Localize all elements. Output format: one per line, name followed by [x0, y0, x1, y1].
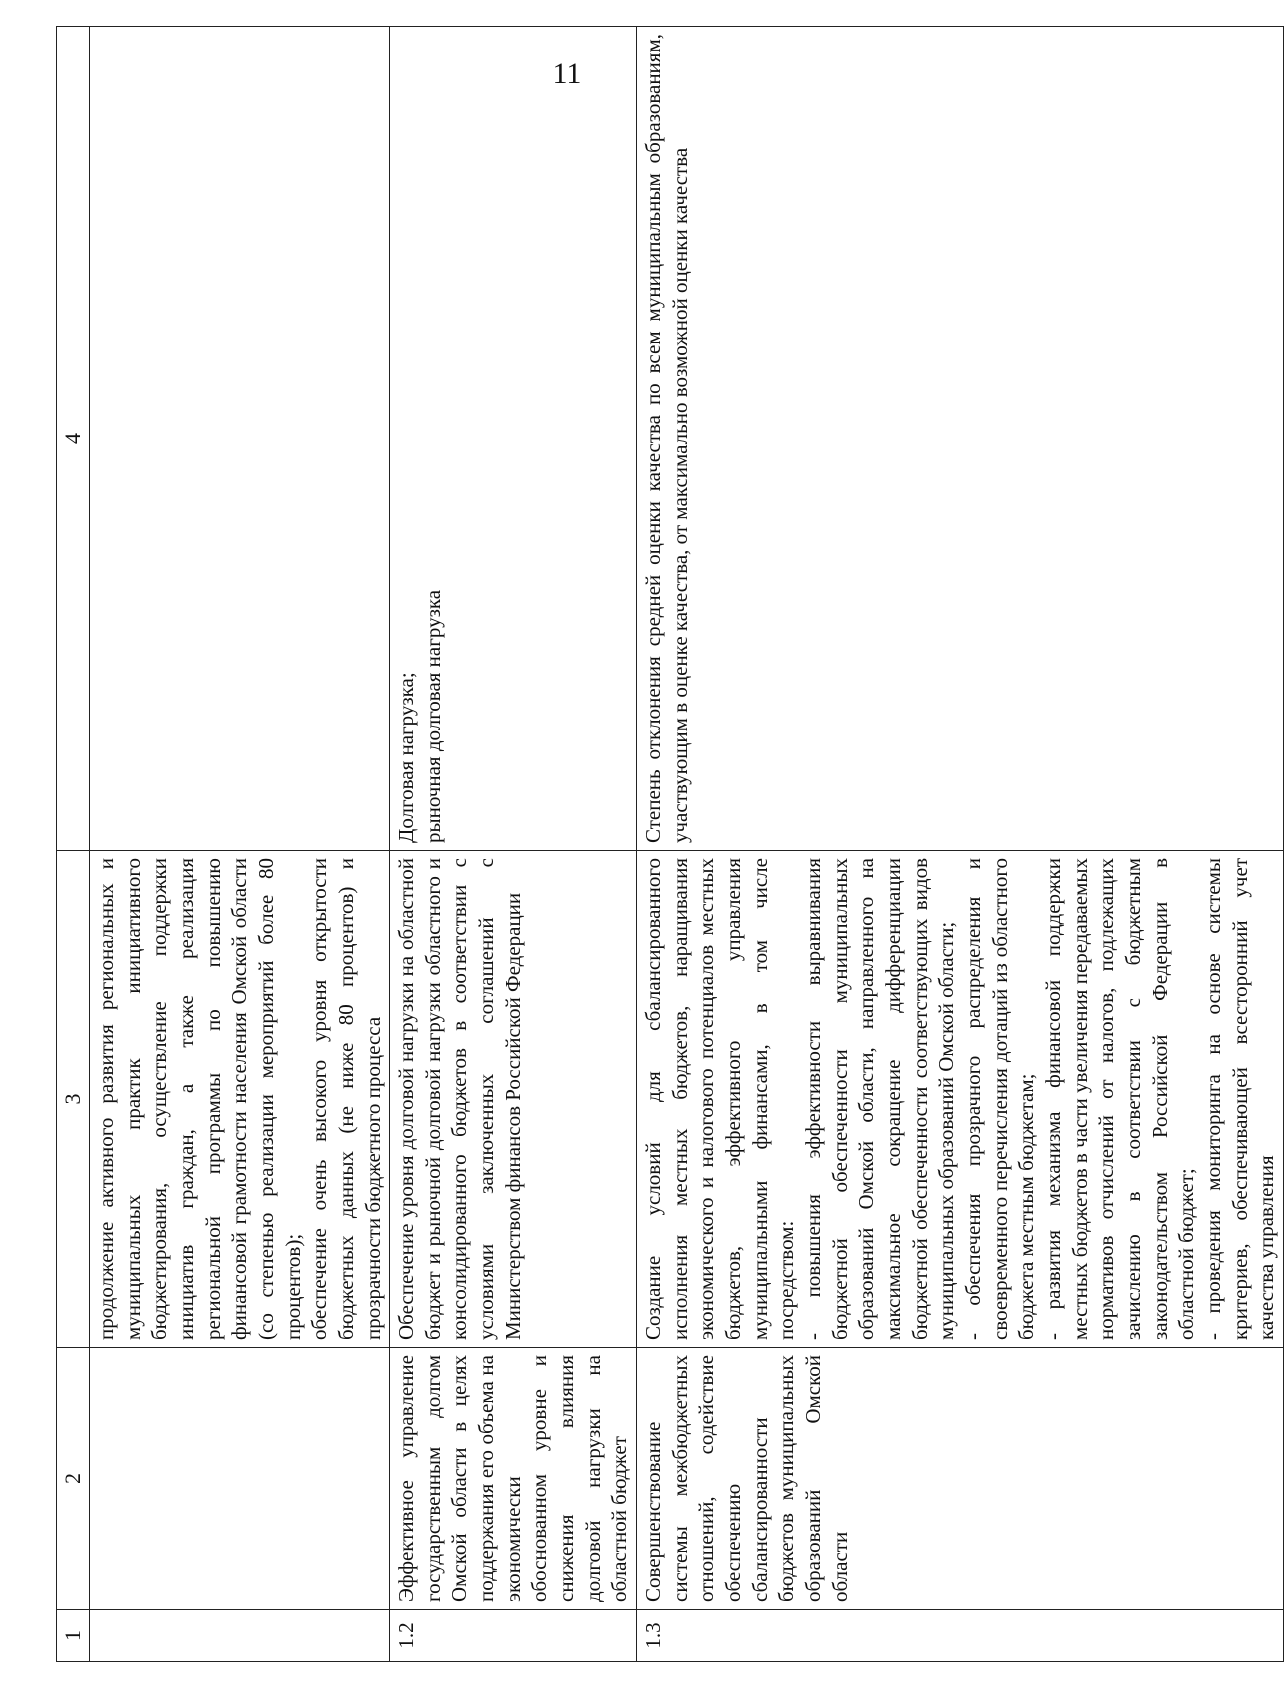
row-number: 1.2 [390, 1610, 637, 1662]
tasks-cell [637, 851, 1284, 1348]
indicator-text: Долговая нагрузка; [394, 672, 419, 843]
indicator-text: рыночная долговая нагрузка [420, 589, 445, 843]
task-text: - проведения мониторинга на основе системы критериев, обеспечивающей всесторонний учет качества управления [1200, 858, 1279, 1340]
goal-cell: Совершенствование системы межбюджетных отношений, содействие обеспечению сбалансированности бюджетов муниципальных образований Омской области [637, 1348, 1284, 1610]
goal-cell: Эффективное управление государственным долгом Омской области в целях поддержания его объема на экономически обоснованном уровне и снижения влияния долговой нагрузки на областной бюджет [390, 1348, 637, 1610]
column-header-2: 2 [57, 1348, 90, 1610]
tasks-cell [390, 851, 637, 1348]
task-text: обеспечение очень высокого уровня открытости бюджетных данных (не ниже 80 процентов) и прозрачности бюджетного процесса [307, 858, 385, 1340]
task-text: продолжение активного развития региональных и муниципальных практик инициативного бюджетирования, осуществление поддержки инициатив граждан, а также реализация региональной программы по повышению финансовой грамотности населения Омской области (со степенью реализации мероприятий более 80 процентов); [93, 858, 305, 1340]
table-row [89, 27, 389, 1662]
row-number: 1.3 [637, 1610, 1284, 1662]
indicator-text: Степень отклонения средней оценки качества по всем муниципальным образованиям, участвующим в оценке качества, от максимально возможной оценки качества [641, 34, 692, 843]
table-header-row [57, 27, 90, 1662]
indicators-cell [637, 27, 1284, 851]
table-row [390, 27, 637, 1662]
goal-cell [89, 1348, 389, 1610]
task-text: - развития механизма финансовой поддержки местных бюджетов в части увеличения передаваемых нормативов отчислений от налогов, подлежащих зачислению в соответствии с бюджетным законодательством Российской Федерации в областной бюджет; [1040, 858, 1199, 1340]
task-text: - обеспечения прозрачного распределения и своевременного перечисления дотаций из областного бюджета местным бюджетам; [960, 858, 1039, 1340]
row-number [89, 1610, 389, 1662]
indicators-cell [390, 27, 637, 851]
program-table [56, 26, 1284, 1662]
tasks-cell [89, 851, 389, 1348]
page-number: 11 [552, 57, 582, 90]
table-row [637, 27, 1284, 1662]
column-header-3: 3 [57, 851, 90, 1348]
task-text: Обеспечение уровня долговой нагрузки на областной бюджет и рыночной долговой нагрузки областного и консолидированного бюджетов в соответствии с условиями заключенных соглашений с Министерством финансов Российской Федерации [394, 858, 525, 1340]
column-header-4: 4 [57, 27, 90, 851]
indicators-cell [89, 27, 389, 851]
column-header-1: 1 [57, 1610, 90, 1662]
task-text: - повышения эффективности выравнивания бюджетной обеспеченности муниципальных образований Омской области, направленного на максимальное сокращение дифференциации бюджетной обеспеченности соответствующих видов муниципальных образований Омской области; [801, 858, 959, 1340]
task-text: Создание условий для сбалансированного исполнения местных бюджетов, наращивания экономического и налогового потенциалов местных бюджетов, эффективного управления муниципальными финансами, в том числе посредством: [641, 858, 799, 1340]
rotated-page [50, 28, 1279, 1668]
